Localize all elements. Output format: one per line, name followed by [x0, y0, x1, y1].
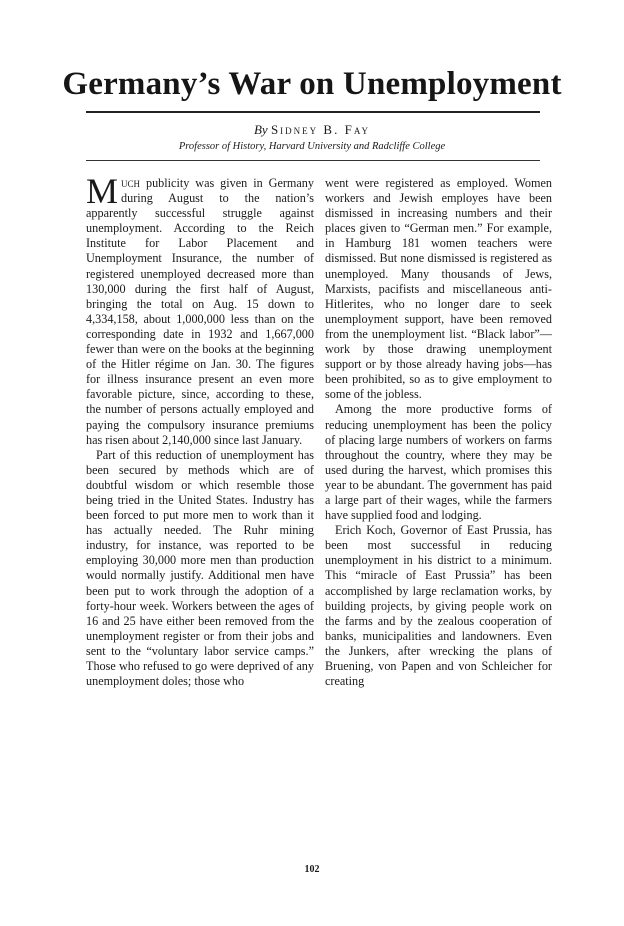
author-affiliation: Professor of History, Harvard University and Radcliffe College [178, 141, 446, 152]
article-body-right-column [325, 176, 552, 689]
paragraph-4: Erich Koch, Governor of East Prussia, has been most successful in reducing unemployment in his district to a minimum. This “miracle of East Prussia” has been accomplished by large reclamation works, by building projects, by giving people work on the farms and by the zealous cooperation of banks, municipalities and landowners. Even the Junkers, after wrecking the plans of Bruening, von Papen and von Schleicher for creating [325, 523, 552, 689]
author-name: Sidney B. Fay [270, 122, 370, 137]
paragraph-3: Among the more productive forms of reducing unemployment has been the policy of placing large numbers of workers on farms throughout the country, where they may be used during the harvest, which promises this year to be abundant. The government has paid a large part of their wages, while the farmers have supplied food and lodging. [325, 402, 552, 523]
title-rule [86, 111, 540, 113]
byline-rule [86, 160, 540, 161]
lead-in: uch [121, 176, 141, 190]
paragraph-1 [86, 171, 314, 448]
page-number: 102 [304, 864, 320, 875]
paragraph-2: Part of this reduction of unemployment has been secured by methods which are of doubtful wisdom or which resemble those being tried in the United States. Industry has been forced to put more men to work than it has actually needed. The Ruhr mining industry, for instance, was reported to be employing 30,000 more men than production would normally justify. Additional men have been put to work through the adoption of a forty-hour week. Workers between the ages of 16 and 25 have either been removed from the unemployment register or from their jobs and sent to the “voluntary labor service camps.” Those who refused to go were deprived of any unemployment doles; those who [86, 447, 314, 689]
byline [0, 122, 624, 138]
drop-cap: M [86, 171, 119, 211]
article-body-left-column [86, 171, 314, 689]
paragraph-2-continued: went were registered as employed. Women workers and Jewish employes have been dismissed in increasing numbers and their places given to “German men.” For example, in Hamburg 181 women teachers were dismissed. But none dismissed is registered as unemployed. Many thousands of Jews, Marxists, pacifists and miscellaneous anti-Hitlerites, who no longer dare to seek unemployment support, have been removed from the unemployment list. “Black labor”—work by those drawing unemployment support or by those already having jobs—has been prohibited, so as to give employment to some of the jobless. [325, 176, 552, 402]
paragraph-1-text: publicity was given in Germany during August to the nation’s apparently successful struggle against unemployment. According to the Reich Institute for Labor Placement and Unemployment Insurance, the number of registered unemployed decreased more than 130,000 during the first half of August, bringing the total on Aug. 15 down to 4,334,158, about 1,000,000 less than on the corresponding date in 1932 and 1,667,000 fewer than were on the books at the beginning of the Hitler régime on Jan. 30. The figures for illness insurance present an even more favorable picture, since, according to these, the number of persons actually employed and paying the compulsory insurance premiums has risen about 2,140,000 since last January. [86, 176, 314, 447]
article-title: Germany’s War on Unemployment [62, 66, 562, 102]
byline-prefix: By [253, 122, 268, 137]
